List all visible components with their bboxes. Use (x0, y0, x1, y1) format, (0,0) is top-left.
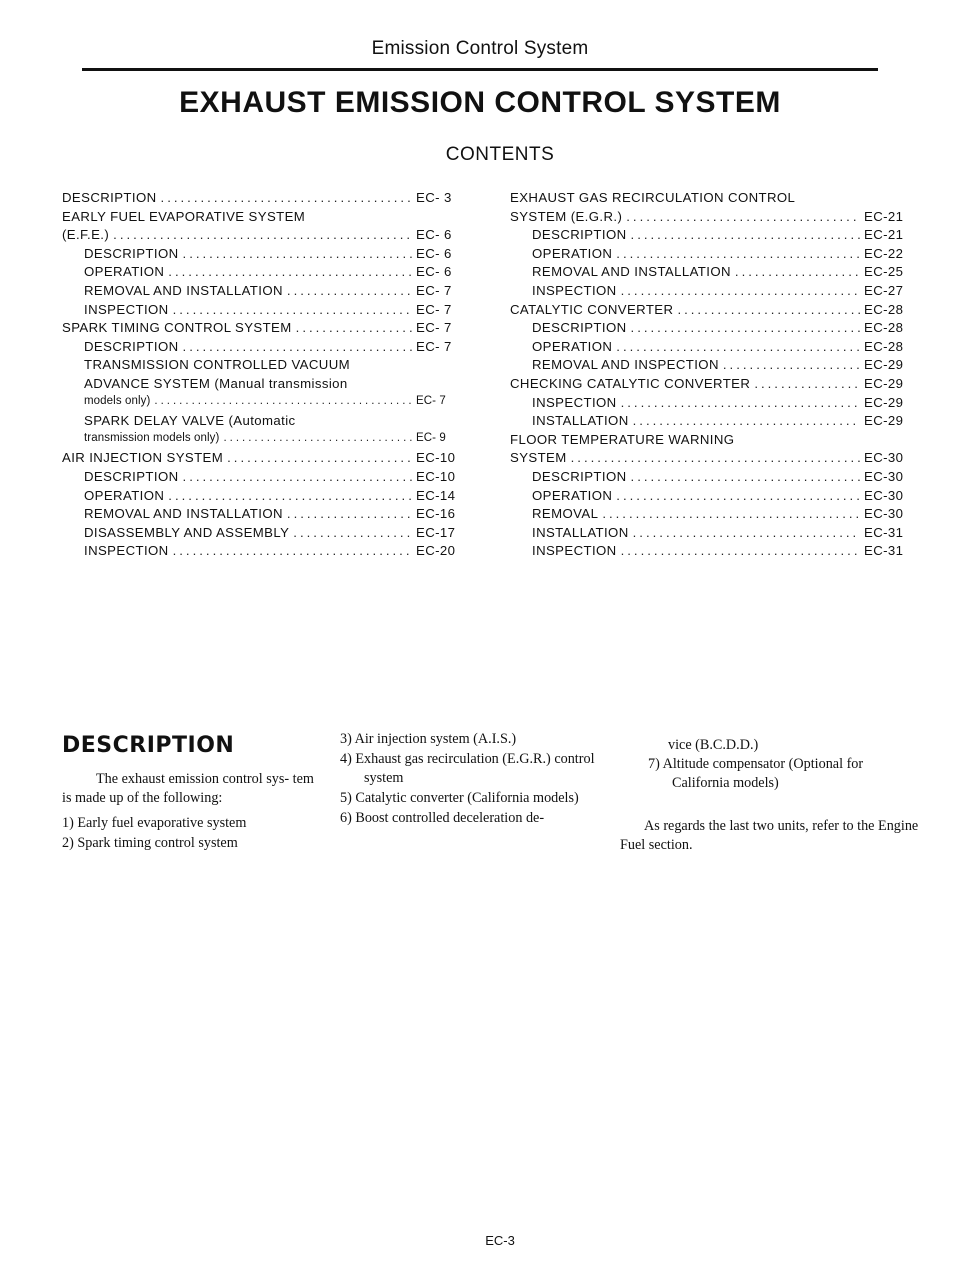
toc-leader-dots (183, 246, 412, 261)
toc-entry-page: EC- 7 (416, 338, 452, 354)
toc-leader-dots (621, 395, 860, 410)
header-rule (82, 68, 878, 71)
toc-entry-label: CATALYTIC CONVERTER (510, 301, 674, 317)
toc-leader-dots (154, 395, 412, 407)
toc-leader-dots (161, 190, 412, 205)
toc-leader-dots (296, 320, 412, 335)
toc-entry-label: OPERATION (84, 264, 165, 280)
toc-entry-label: models only) (84, 394, 151, 407)
description-heading: DESCRIPTION (62, 733, 235, 758)
toc-entry-label: INSPECTION (532, 282, 617, 298)
toc-entry-page: EC-21 (864, 208, 904, 224)
toc-leader-dots (113, 227, 412, 242)
toc-leader-dots (287, 506, 412, 521)
toc-entry (510, 450, 910, 469)
toc-entry-label: DESCRIPTION (532, 468, 627, 484)
toc-entry-page: EC- 6 (416, 264, 452, 280)
toc-leader-dots (631, 469, 860, 484)
toc-entry (62, 283, 462, 302)
toc-entry (510, 246, 910, 265)
description-column-2 (340, 730, 620, 829)
list-item: 5) Catalytic converter (California models) (340, 790, 579, 806)
description-note: As regards the last two units, refer to the Engine Fuel section. (620, 818, 919, 853)
toc-entry (62, 376, 462, 395)
toc-leader-dots (571, 450, 860, 465)
toc-leader-dots (183, 469, 412, 484)
toc-entry-label: SPARK TIMING CONTROL SYSTEM (62, 320, 292, 336)
toc-entry-page: EC-30 (864, 450, 904, 466)
toc-leader-dots (287, 283, 412, 298)
toc-leader-dots (633, 413, 860, 428)
page-number: EC-3 (485, 1233, 515, 1248)
toc-entry-page: EC-29 (864, 413, 904, 429)
toc-entry (62, 264, 462, 283)
toc-entry (62, 190, 462, 209)
toc-entry-page: EC-16 (416, 506, 456, 522)
toc-entry-page: EC-30 (864, 468, 904, 484)
toc-entry (62, 320, 462, 339)
toc-entry (510, 190, 910, 209)
toc-entry-page: EC- 6 (416, 227, 452, 243)
toc-entry-label: TRANSMISSION CONTROLLED VACUUM (84, 357, 351, 373)
toc-entry-label: AIR INJECTION SYSTEM (62, 450, 224, 466)
toc-entry-label: OPERATION (84, 487, 165, 503)
toc-entry-label: OPERATION (532, 487, 613, 503)
toc-entry-page: EC- 7 (416, 301, 452, 317)
description-column-3 (620, 730, 920, 855)
toc-entry (62, 357, 462, 376)
toc-leader-dots (735, 264, 860, 279)
toc-entry-page: EC- 9 (416, 431, 446, 444)
list-item: 6) Boost controlled deceleration de- (340, 810, 545, 826)
toc-entry (510, 413, 910, 432)
toc-entry-label: REMOVAL (532, 506, 599, 522)
toc-leader-dots (621, 283, 860, 298)
toc-entry-page: EC-20 (416, 543, 456, 559)
toc-leader-dots (631, 227, 860, 242)
toc-entry-label: REMOVAL AND INSTALLATION (84, 506, 283, 522)
toc-leader-dots (168, 488, 412, 503)
toc-leader-dots (293, 525, 412, 540)
toc-entry-label: DESCRIPTION (84, 245, 179, 261)
toc-entry (510, 376, 910, 395)
toc-entry-label: REMOVAL AND INSTALLATION (532, 264, 731, 280)
toc-leader-dots (616, 339, 860, 354)
toc-entry-page: EC-31 (864, 543, 904, 559)
toc-entry-label: SPARK DELAY VALVE (Automatic (84, 413, 296, 429)
toc-entry (62, 302, 462, 321)
toc-entry-page: EC-17 (416, 524, 456, 540)
list-item-continuation: vice (B.C.D.D.) (668, 737, 759, 753)
toc-entry-page: EC- 7 (416, 282, 452, 298)
toc-entry-label: DESCRIPTION (532, 227, 627, 243)
toc-entry-label: INSTALLATION (532, 524, 629, 540)
toc-entry-page: EC-30 (864, 506, 904, 522)
toc-entry (510, 209, 910, 228)
toc-entry-label: SYSTEM (510, 450, 567, 466)
toc-entry (62, 209, 462, 228)
toc-entry-page: EC-27 (864, 282, 904, 298)
toc-entry-page: EC-28 (864, 338, 904, 354)
list-item: 4) Exhaust gas recirculation (E.G.R.) control system (340, 751, 595, 786)
page-title: EXHAUST EMISSION CONTROL SYSTEM (179, 86, 781, 119)
toc-entry-label: OPERATION (532, 245, 613, 261)
toc-entry-label: FLOOR TEMPERATURE WARNING (510, 431, 735, 447)
toc-entry-label: CHECKING CATALYTIC CONVERTER (510, 375, 751, 391)
toc-entry (62, 488, 462, 507)
toc-entry-page: EC-28 (864, 320, 904, 336)
toc-entry (62, 506, 462, 525)
toc-leader-dots (183, 339, 412, 354)
toc-entry-page: EC-28 (864, 301, 904, 317)
toc-entry (62, 246, 462, 265)
toc-entry (510, 525, 910, 544)
toc-entry-page: EC- 6 (416, 245, 452, 261)
toc-entry (510, 432, 910, 451)
list-item: 1) Early fuel evaporative system (62, 815, 247, 831)
toc-right-column (510, 190, 910, 562)
description-intro: The exhaust emission control sys- tem is made up of the following: (62, 771, 314, 806)
toc-entry-page: EC-14 (416, 487, 456, 503)
toc-entry-page: EC- 7 (416, 394, 446, 407)
toc-leader-dots (677, 302, 860, 317)
toc-entry-label: SYSTEM (E.G.R.) (510, 208, 623, 224)
toc-entry (510, 357, 910, 376)
toc-leader-dots (168, 264, 412, 279)
toc-entry-label: OPERATION (532, 338, 613, 354)
toc-entry-label: DESCRIPTION (532, 320, 627, 336)
toc-entry-label: INSPECTION (84, 543, 169, 559)
toc-entry-page: EC- 7 (416, 320, 452, 336)
toc-entry-page: EC-10 (416, 450, 456, 466)
toc-entry (510, 395, 910, 414)
toc-entry-page: EC-22 (864, 245, 904, 261)
toc-entry (62, 395, 462, 414)
toc-entry (62, 469, 462, 488)
toc-entry (62, 339, 462, 358)
toc-entry-label: REMOVAL AND INSPECTION (532, 357, 719, 373)
toc-entry-label: INSPECTION (532, 543, 617, 559)
list-item: 7) Altitude compensator (Optional for California models) (648, 756, 864, 791)
toc-leader-dots (173, 543, 412, 558)
toc-entry (62, 432, 462, 451)
toc-entry (62, 525, 462, 544)
toc-entry-label: DESCRIPTION (84, 468, 179, 484)
contents-title: CONTENTS (445, 144, 555, 165)
toc-leader-dots (621, 543, 860, 558)
toc-entry-page: EC-29 (864, 394, 904, 410)
toc-entry-label: REMOVAL AND INSTALLATION (84, 282, 283, 298)
toc-leader-dots (223, 432, 412, 444)
toc-leader-dots (633, 525, 860, 540)
toc-entry-label: DESCRIPTION (62, 190, 157, 205)
toc-entry-page: EC-21 (864, 227, 904, 243)
toc-leader-dots (616, 488, 860, 503)
toc-entry-page: EC-29 (864, 375, 904, 391)
toc-entry-label: EXHAUST GAS RECIRCULATION CONTROL (510, 190, 796, 205)
toc-entry-label: INSPECTION (84, 301, 169, 317)
toc-leader-dots (616, 246, 860, 261)
toc-leader-dots (173, 302, 412, 317)
toc-leader-dots (227, 450, 412, 465)
toc-entry (510, 283, 910, 302)
toc-leader-dots (631, 320, 860, 335)
toc-entry-label: EARLY FUEL EVAPORATIVE SYSTEM (62, 208, 306, 224)
toc-entry (510, 302, 910, 321)
toc-entry-page: EC-29 (864, 357, 904, 373)
toc-entry-page: EC-10 (416, 468, 456, 484)
toc-leader-dots (626, 209, 860, 224)
toc-entry (62, 450, 462, 469)
toc-entry (510, 320, 910, 339)
toc-entry (510, 339, 910, 358)
toc-entry (510, 543, 910, 562)
toc-leader-dots (754, 376, 860, 391)
toc-entry (62, 413, 462, 432)
toc-entry-label: (E.F.E.) (62, 227, 110, 243)
list-item: 2) Spark timing control system (62, 835, 238, 851)
toc-entry-label: transmission models only) (84, 431, 220, 444)
toc-leader-dots (723, 357, 860, 372)
list-item: 3) Air injection system (A.I.S.) (340, 731, 517, 747)
toc-entry (510, 469, 910, 488)
toc-entry (510, 264, 910, 283)
description-column-1 (62, 770, 322, 854)
toc-entry-page: EC- 3 (416, 190, 452, 205)
toc-entry-label: DESCRIPTION (84, 338, 179, 354)
running-head: Emission Control System (371, 38, 589, 59)
toc-entry (510, 506, 910, 525)
toc-entry-page: EC-31 (864, 524, 904, 540)
toc-leader-dots (602, 506, 860, 521)
toc-left-column (62, 190, 462, 562)
toc-entry-label: ADVANCE SYSTEM (Manual transmission (84, 375, 348, 391)
toc-entry-label: DISASSEMBLY AND ASSEMBLY (84, 524, 290, 540)
toc-entry (510, 488, 910, 507)
toc-entry-label: INSPECTION (532, 394, 617, 410)
toc-entry-page: EC-25 (864, 264, 904, 280)
toc-entry (510, 227, 910, 246)
toc-entry-label: INSTALLATION (532, 413, 629, 429)
toc-entry (62, 543, 462, 562)
toc-entry (62, 227, 462, 246)
toc-entry-page: EC-30 (864, 487, 904, 503)
